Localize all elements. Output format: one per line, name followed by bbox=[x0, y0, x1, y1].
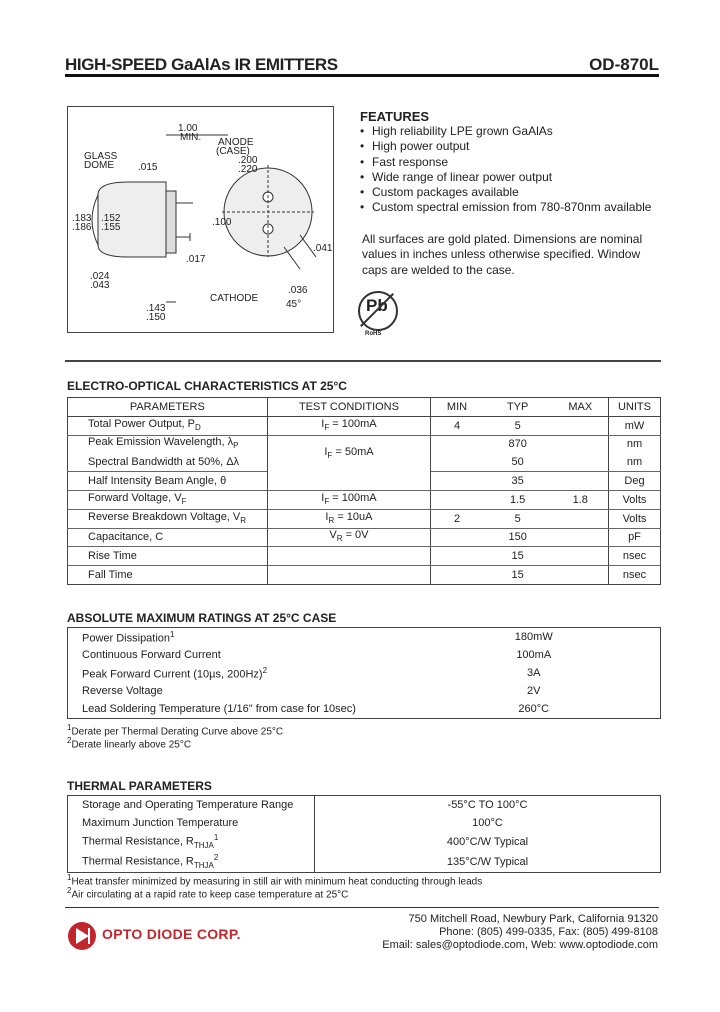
amr-table bbox=[67, 627, 661, 719]
cond-cell bbox=[267, 528, 431, 547]
param-name: Total Power Output, P bbox=[88, 417, 195, 430]
param-name: Spectral Bandwidth at 50%, Δλ bbox=[88, 456, 240, 469]
col-header: MAX bbox=[553, 398, 609, 417]
param-name: Reverse Breakdown Voltage, V bbox=[88, 510, 241, 523]
cond-sub: F bbox=[327, 450, 333, 460]
min-cell bbox=[431, 453, 483, 471]
table-row bbox=[68, 628, 661, 647]
thermal-value: -55°C TO 100°C bbox=[447, 799, 528, 811]
table-header-row bbox=[68, 398, 661, 417]
eo-heading: ELECTRO-OPTICAL CHARACTERISTICS AT 25°C bbox=[67, 379, 347, 393]
min-cell bbox=[431, 435, 483, 453]
rating-value: 260°C bbox=[518, 703, 550, 715]
section-rule bbox=[65, 360, 661, 362]
rohs-pb-symbol: Pb bbox=[366, 296, 388, 315]
cond-sym: V bbox=[329, 529, 337, 542]
col-header: PARAMETERS bbox=[68, 398, 268, 417]
amr-heading: ABSOLUTE MAXIMUM RATINGS AT 25°C CASE bbox=[67, 611, 337, 625]
cond-sub: R bbox=[328, 515, 335, 525]
min-cell bbox=[431, 472, 483, 491]
thermal-name: Thermal Resistance, R bbox=[82, 855, 194, 868]
param-sub: R bbox=[240, 515, 247, 525]
thermal-footnote-2 bbox=[67, 885, 348, 900]
dim-041: .041 bbox=[313, 243, 333, 254]
rohs-label: RoHS bbox=[365, 331, 382, 337]
thermal-value: 100°C bbox=[472, 817, 503, 829]
max-cell: 1.8 bbox=[553, 490, 609, 509]
param-cell: Half Intensity Beam Angle, θ bbox=[68, 472, 268, 491]
table-row bbox=[68, 646, 661, 664]
company-name: OPTO DIODE CORP. bbox=[102, 926, 241, 942]
dim-015: .015 bbox=[138, 162, 158, 173]
cond-val: = 50mA bbox=[332, 445, 374, 458]
rating-label bbox=[68, 700, 408, 719]
typ-cell: 15 bbox=[511, 569, 524, 582]
rating-footnote: 1 bbox=[170, 630, 175, 640]
table-row bbox=[68, 852, 661, 872]
footnote-mark: 1 bbox=[67, 873, 72, 882]
label-dome: DOME bbox=[84, 160, 114, 171]
feature-item: • Custom spectral emission from 780-870nm available bbox=[360, 200, 651, 215]
dim-043: .043 bbox=[90, 280, 110, 291]
param-cell bbox=[68, 490, 268, 509]
thermal-label bbox=[68, 832, 315, 852]
company-logo-icon bbox=[67, 921, 97, 951]
table-row bbox=[68, 490, 661, 509]
dim-143: .143 bbox=[146, 303, 166, 314]
email-line[interactable]: Email: sales@optodiode.com, Web: www.optodiode.com bbox=[382, 939, 658, 951]
param-name: Forward Voltage, V bbox=[88, 491, 182, 504]
cond-cell bbox=[267, 566, 431, 585]
mechanical-drawing bbox=[67, 106, 334, 333]
typ-cell: 15 bbox=[483, 547, 553, 566]
col-header: TEST CONDITIONS bbox=[267, 398, 431, 417]
param-name: Peak Emission Wavelength, λ bbox=[88, 436, 234, 449]
rating-value: 100mA bbox=[516, 649, 552, 661]
min-cell bbox=[431, 547, 483, 566]
footnote-mark: 2 bbox=[67, 736, 72, 745]
cond-cell bbox=[267, 416, 431, 435]
features-heading: FEATURES bbox=[360, 109, 430, 124]
footnote-text: Heat transfer minimized by measuring in still air with minimum heat conducting through leads bbox=[71, 876, 483, 888]
table-row bbox=[68, 472, 661, 491]
table-row bbox=[68, 435, 661, 453]
cond-sym: I bbox=[321, 417, 325, 430]
dim-186: .186 bbox=[72, 222, 92, 233]
min-cell bbox=[431, 528, 483, 547]
cond-sub: R bbox=[336, 534, 343, 544]
label-cathode: CATHODE bbox=[210, 293, 259, 304]
footnote-mark: 1 bbox=[67, 723, 72, 732]
unit-cell: mW bbox=[608, 416, 660, 435]
feature-item: • Custom packages available bbox=[360, 185, 651, 200]
part-number: OD-870L bbox=[589, 55, 659, 74]
unit-cell: pF bbox=[608, 528, 660, 547]
footnote-text: Derate per Thermal Derating Curve above 25°C bbox=[71, 726, 284, 738]
max-cell bbox=[553, 509, 609, 528]
feature-item: • Wide range of linear power output bbox=[360, 170, 651, 185]
rating-name: Reverse Voltage bbox=[82, 685, 163, 697]
dim-183: .183 bbox=[72, 213, 92, 224]
thermal-name: Storage and Operating Temperature Range bbox=[82, 799, 294, 811]
table-row bbox=[68, 700, 661, 719]
typ-cell: 5 bbox=[483, 416, 553, 435]
max-cell bbox=[553, 547, 609, 566]
cond-sub: F bbox=[324, 422, 330, 432]
cond-cell bbox=[267, 472, 431, 491]
cond-val: = 0V bbox=[342, 529, 369, 542]
unit-cell: nsec bbox=[608, 547, 660, 566]
typ-cell: 1.5 bbox=[483, 490, 553, 509]
phone-line: Phone: (805) 499-0335, Fax: (805) 499-8108 bbox=[439, 926, 658, 938]
rating-name: Continuous Forward Current bbox=[82, 649, 221, 661]
min-cell: 2 bbox=[431, 509, 483, 528]
dim-155: .155 bbox=[101, 222, 121, 233]
table-row bbox=[68, 528, 661, 547]
col-header: MIN bbox=[431, 398, 483, 417]
typ-cell: 35 bbox=[483, 472, 553, 491]
dim-036: .036 bbox=[288, 285, 308, 296]
max-cell bbox=[553, 472, 609, 491]
dim-200: .200 bbox=[238, 155, 258, 166]
table-row bbox=[68, 416, 661, 435]
param-sub: D bbox=[195, 422, 201, 432]
rating-label bbox=[68, 628, 408, 647]
rating-name: Power Dissipation bbox=[82, 632, 171, 645]
typ-cell: 870 bbox=[508, 438, 527, 451]
min-cell bbox=[431, 490, 483, 509]
cond-cell bbox=[267, 509, 431, 528]
cond-val: = 100mA bbox=[329, 417, 377, 430]
max-cell bbox=[553, 528, 609, 547]
thermal-label bbox=[68, 796, 315, 815]
page-title: HIGH-SPEED GaAlAs IR EMITTERS bbox=[65, 55, 338, 74]
cond-val: = 10uA bbox=[334, 510, 373, 523]
footer-rule bbox=[65, 907, 659, 908]
rating-name: Lead Soldering Temperature (1/16" from case for 10sec) bbox=[82, 703, 356, 715]
min-cell: 4 bbox=[431, 416, 483, 435]
table-row bbox=[68, 509, 661, 528]
rating-label bbox=[68, 646, 408, 664]
footnote-mark: 2 bbox=[67, 886, 72, 895]
features-list bbox=[360, 124, 651, 216]
feature-item: • Fast response bbox=[360, 155, 651, 170]
cond-sym: I bbox=[325, 510, 329, 523]
thermal-name: Thermal Resistance, R bbox=[82, 835, 194, 848]
label-case: (CASE) bbox=[216, 146, 250, 157]
unit-cell: Volts bbox=[608, 490, 660, 509]
thermal-name: Maximum Junction Temperature bbox=[82, 817, 239, 829]
contact-block bbox=[382, 913, 658, 952]
col-header: TYP bbox=[483, 398, 553, 417]
dim-min-length: 1.00 bbox=[178, 123, 198, 134]
amr-footnote-2 bbox=[67, 735, 191, 750]
cond-val: = 100mA bbox=[329, 491, 377, 504]
rating-value: 180mW bbox=[514, 631, 553, 643]
dim-017: .017 bbox=[186, 254, 206, 265]
unit-cell: Volts bbox=[608, 509, 660, 528]
max-cell bbox=[553, 435, 609, 453]
cond-cell bbox=[267, 547, 431, 566]
header-rule bbox=[65, 74, 659, 77]
dim-024: .024 bbox=[90, 271, 110, 282]
thermal-value: 135°C/W Typical bbox=[446, 855, 529, 868]
thermal-heading: THERMAL PARAMETERS bbox=[67, 779, 212, 793]
rating-value: 3A bbox=[527, 667, 541, 679]
param-cell: Fall Time bbox=[88, 569, 133, 582]
thermal-label bbox=[68, 852, 315, 872]
param-sub: P bbox=[233, 441, 239, 451]
col-header: UNITS bbox=[608, 398, 660, 417]
table-row bbox=[68, 547, 661, 566]
rating-label bbox=[68, 682, 408, 700]
label-glass: GLASS bbox=[84, 151, 118, 162]
unit-cell: nm bbox=[608, 435, 660, 453]
rating-label bbox=[68, 664, 408, 682]
table-row bbox=[68, 832, 661, 852]
table-row bbox=[68, 664, 661, 682]
unit-cell: nsec bbox=[608, 566, 660, 585]
dim-min-label: MIN. bbox=[180, 132, 202, 143]
rating-value: 2V bbox=[527, 685, 541, 697]
rating-name: Peak Forward Current (10µs, 200Hz) bbox=[82, 668, 263, 681]
thermal-sub: THJA bbox=[193, 840, 214, 850]
param-cell: Capacitance, C bbox=[68, 528, 268, 547]
typ-cell: 50 bbox=[483, 453, 553, 471]
cond-sub: F bbox=[324, 496, 330, 506]
thermal-footnote: 2 bbox=[213, 852, 219, 862]
footnote-text: Air circulating at a rapid rate to keep case temperature at 25°C bbox=[71, 889, 349, 901]
feature-item: • High reliability LPE grown GaAlAs bbox=[360, 124, 651, 139]
cond-sym: I bbox=[321, 491, 325, 504]
cond-cell bbox=[267, 490, 431, 509]
param-cell bbox=[68, 416, 268, 435]
max-cell bbox=[553, 453, 609, 471]
param-cell bbox=[68, 435, 268, 453]
dim-150: .150 bbox=[146, 312, 166, 323]
cond-cell bbox=[267, 435, 431, 472]
min-cell bbox=[431, 566, 483, 585]
plating-note: All surfaces are gold plated. Dimensions are nominal values in inches unless otherwise specified. Window caps are welded to the case. bbox=[362, 232, 643, 277]
thermal-footnote: 1 bbox=[213, 833, 219, 842]
table-row bbox=[68, 566, 661, 585]
max-cell bbox=[553, 416, 609, 435]
typ-cell: 150 bbox=[483, 528, 553, 547]
footnote-text: Derate linearly above 25°C bbox=[71, 739, 192, 751]
param-cell bbox=[68, 509, 268, 528]
rating-footnote: 2 bbox=[262, 666, 268, 676]
eo-table bbox=[67, 397, 661, 585]
address-line: 750 Mitchell Road, Newbury Park, California 91320 bbox=[408, 913, 658, 925]
max-cell bbox=[553, 566, 609, 585]
dim-100: .100 bbox=[212, 217, 232, 228]
thermal-label bbox=[68, 814, 315, 832]
param-sub: F bbox=[181, 496, 187, 506]
table-row bbox=[68, 682, 661, 700]
dim-220: .220 bbox=[238, 164, 258, 175]
table-row bbox=[68, 796, 661, 815]
thermal-value: 400°C/W Typical bbox=[446, 835, 529, 848]
param-cell bbox=[68, 453, 268, 471]
cond-sym: I bbox=[324, 445, 328, 458]
dim-angle: 45° bbox=[286, 299, 302, 310]
unit-cell: nm bbox=[608, 453, 660, 471]
label-anode: ANODE bbox=[218, 137, 254, 148]
thermal-sub: THJA bbox=[193, 860, 214, 870]
unit-cell: Deg bbox=[608, 472, 660, 491]
thermal-table bbox=[67, 795, 661, 873]
param-cell: Rise Time bbox=[68, 547, 268, 566]
typ-cell: 5 bbox=[483, 509, 553, 528]
feature-item: • High power output bbox=[360, 139, 651, 154]
dim-152: .152 bbox=[101, 213, 121, 224]
table-row bbox=[68, 814, 661, 832]
